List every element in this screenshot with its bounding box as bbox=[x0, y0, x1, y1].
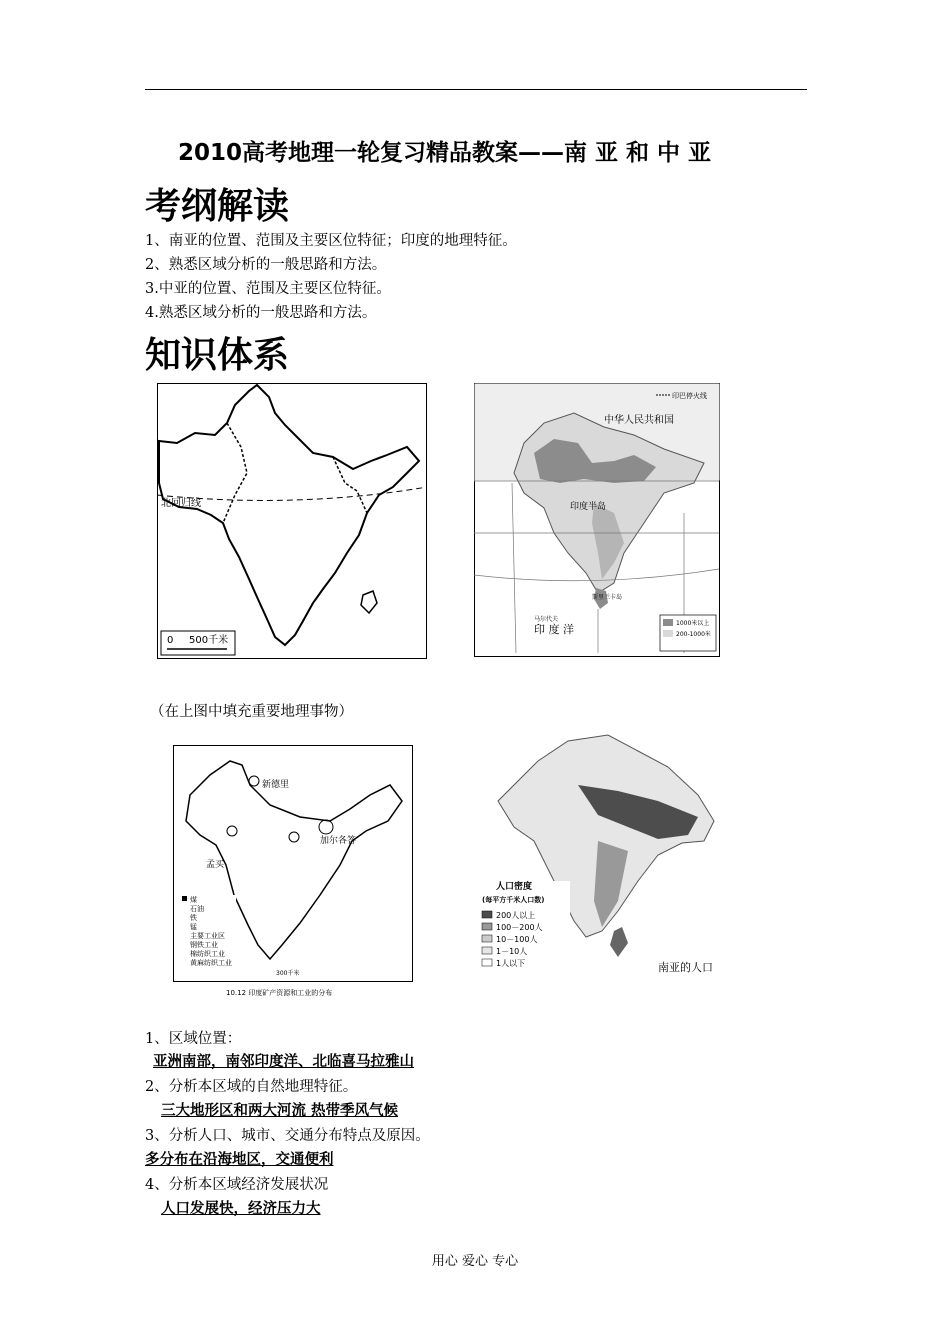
ceasefire-legend: 印巴停火线 bbox=[672, 392, 707, 400]
answer-1: 亚洲南部，南邻印度洋、北临喜马拉雅山 bbox=[153, 1054, 414, 1070]
syllabus-item-2: 2、熟悉区域分析的一般思路和方法。 bbox=[145, 257, 387, 273]
country-label: 中华人民共和国 bbox=[604, 415, 674, 426]
mumbai-label: 孟买 bbox=[206, 860, 225, 870]
elev-legend-1: 1000米以上 bbox=[676, 620, 710, 627]
pop-legend-title: 人口密度 bbox=[496, 882, 533, 892]
pop-legend-subtitle: (每平方千米人口数) bbox=[482, 896, 545, 904]
answer-3: 多分布在沿海地区，交通便利 bbox=[145, 1152, 334, 1168]
scale-300km: 300千米 bbox=[276, 970, 300, 977]
legend-manganese: 锰 bbox=[190, 923, 197, 931]
legend-industrial-zone: 主要工业区 bbox=[190, 932, 225, 940]
physical-map bbox=[474, 383, 720, 657]
tropic-label: 北回归线 bbox=[161, 498, 201, 509]
question-2: 2、分析本区域的自然地理特征。 bbox=[145, 1079, 358, 1095]
map-caption: （在上图中填充重要地理事物） bbox=[150, 704, 353, 720]
legend-jute: 黄麻纺织工业 bbox=[190, 959, 232, 967]
section-heading-knowledge: 知识体系 bbox=[145, 335, 290, 376]
answer-2: 三大地形区和两大河流 热带季风气候 bbox=[161, 1103, 399, 1119]
population-density-map bbox=[478, 731, 734, 977]
pop-legend-3: 10－100人 bbox=[496, 935, 538, 944]
ocean-label: 印 度 洋 bbox=[534, 623, 574, 636]
legend-cotton: 棉纺织工业 bbox=[190, 950, 225, 958]
pop-legend-1: 200人以上 bbox=[496, 911, 536, 920]
answer-4: 人口发展快，经济压力大 bbox=[161, 1201, 321, 1217]
industry-map-caption: 10.12 印度矿产资源和工业的分布 bbox=[226, 989, 333, 997]
legend-coal: 煤 bbox=[190, 896, 197, 904]
question-1: 1、区域位置： bbox=[145, 1031, 242, 1047]
pop-map-title: 南亚的人口 bbox=[658, 961, 713, 974]
kolkata-label: 加尔各答 bbox=[320, 836, 357, 846]
scale-zero: 0 bbox=[167, 635, 174, 646]
peninsula-label: 印度半岛 bbox=[570, 502, 607, 512]
scale-label: 500千米 bbox=[189, 635, 229, 646]
legend-oil: 石油 bbox=[190, 905, 204, 913]
new-delhi-label: 新德里 bbox=[262, 780, 290, 790]
india-industry-map bbox=[170, 745, 416, 1001]
legend-iron: 铁 bbox=[190, 914, 197, 922]
legend-steel: 钢铁工业 bbox=[190, 941, 218, 949]
srilanka-label: 斯里兰卡岛 bbox=[592, 594, 623, 601]
pop-legend-2: 100－200人 bbox=[496, 923, 543, 932]
page-footer: 用心 爱心 专心 bbox=[431, 1254, 519, 1269]
question-4: 4、分析本区域经济发展状况 bbox=[145, 1177, 329, 1193]
pop-legend-5: 1人以下 bbox=[496, 959, 526, 968]
blank-outline-map bbox=[157, 383, 427, 659]
syllabus-item-3: 3.中亚的位置、范围及主要区位特征。 bbox=[145, 281, 391, 297]
syllabus-item-4: 4.熟悉区域分析的一般思路和方法。 bbox=[145, 305, 377, 321]
maldives-label: 马尔代夫 bbox=[534, 616, 559, 623]
question-3: 3、分析人口、城市、交通分布特点及原因。 bbox=[145, 1128, 430, 1144]
header-rule bbox=[145, 89, 807, 90]
section-heading-syllabus: 考纲解读 bbox=[145, 186, 290, 227]
pop-legend-4: 1－10人 bbox=[496, 947, 528, 956]
elev-legend-2: 200-1000米 bbox=[676, 631, 711, 638]
syllabus-item-1: 1、南亚的位置、范围及主要区位特征；印度的地理特征。 bbox=[145, 233, 517, 249]
document-title: 2010高考地理一轮复习精品教案——南 亚 和 中 亚 bbox=[178, 140, 712, 166]
